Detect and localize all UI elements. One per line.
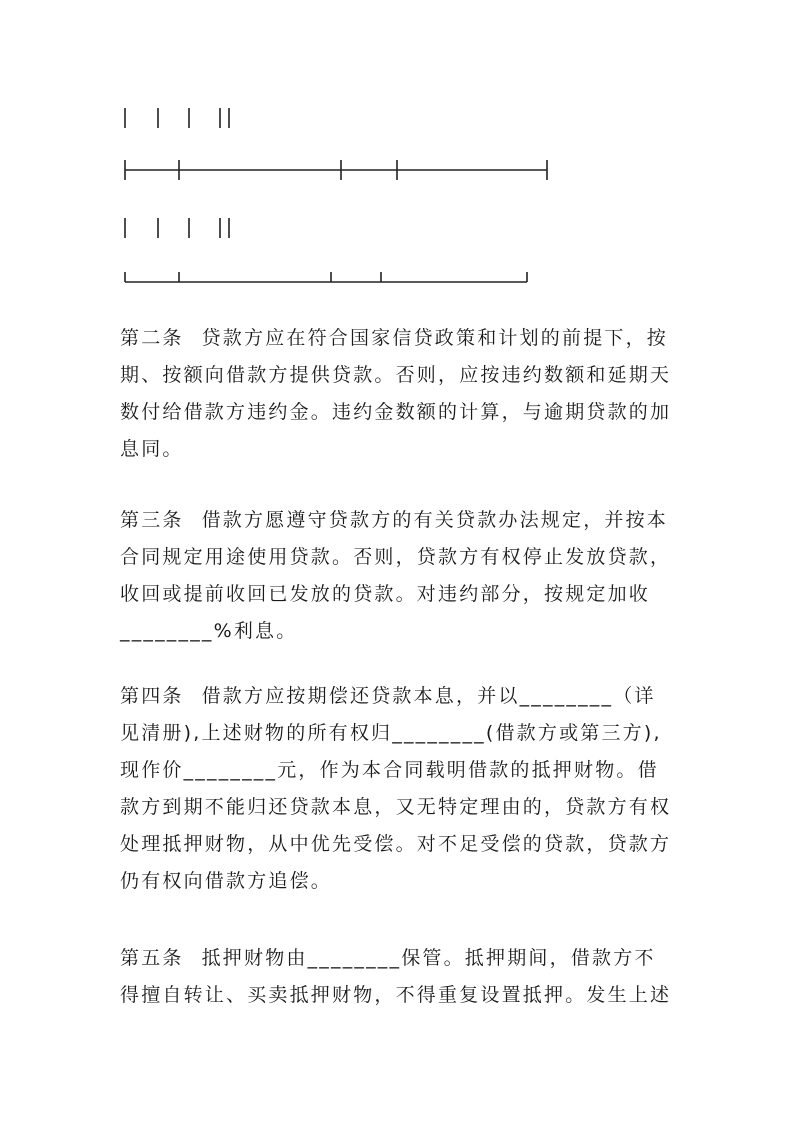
article-2-line-1 bbox=[120, 320, 680, 357]
article-5-line-2: 得擅自转让、买卖抵押财物，不得重复设置抵押。发生上述 bbox=[120, 984, 672, 1006]
article-4-line-6: 仍有权向借款方追偿。 bbox=[120, 870, 333, 892]
article-3 bbox=[120, 502, 680, 650]
article-2-line-2: 期、按额向借款方提供贷款。否则，应按违约数额和延期天 bbox=[120, 364, 672, 386]
article-2-line-3: 数付给借款方违约金。违约金数额的计算，与逾期贷款的加 bbox=[120, 401, 672, 423]
article-4-line-1 bbox=[120, 678, 680, 715]
article-2 bbox=[120, 320, 680, 468]
table-row-3 bbox=[119, 216, 239, 240]
article-4-text: 借款方应按期偿还贷款本息，并以________（详 bbox=[201, 685, 656, 707]
table-row-1 bbox=[119, 106, 239, 130]
article-4-line-5: 处理抵押财物，从中优先受偿。对不足受偿的贷款，贷款方 bbox=[120, 833, 672, 855]
article-3-line-3: 收回或提前收回已发放的贷款。对违约部分，按规定加收 bbox=[120, 583, 651, 605]
article-4 bbox=[120, 678, 680, 900]
table-row-4 bbox=[119, 266, 539, 290]
article-2-text: 贷款方应在符合国家信贷政策和计划的前提下，按 bbox=[201, 327, 669, 349]
article-3-line-4: ________%利息。 bbox=[120, 620, 298, 642]
article-5-heading: 第五条 bbox=[120, 947, 184, 969]
article-5-text: 抵押财物由________保管。抵押期间，借款方不 bbox=[201, 947, 656, 969]
table-row-2 bbox=[119, 158, 559, 182]
article-2-heading: 第二条 bbox=[120, 327, 184, 349]
article-4-line-2: 见清册),上述财物的所有权归________(借款方或第三方), bbox=[120, 722, 662, 744]
article-5-line-1 bbox=[120, 940, 680, 977]
article-2-line-4: 息同。 bbox=[120, 438, 184, 460]
article-4-line-3: 现作价________元，作为本合同载明借款的抵押财物。借 bbox=[120, 759, 659, 781]
article-5 bbox=[120, 940, 680, 1014]
article-3-line-2: 合同规定用途使用贷款。否则，贷款方有权停止发放贷款， bbox=[120, 546, 672, 568]
article-4-heading: 第四条 bbox=[120, 685, 184, 707]
article-4-line-4: 款方到期不能归还贷款本息，又无特定理由的，贷款方有权 bbox=[120, 796, 672, 818]
article-3-text: 借款方愿遵守贷款方的有关贷款办法规定，并按本 bbox=[201, 509, 669, 531]
article-3-heading: 第三条 bbox=[120, 509, 184, 531]
article-3-line-1 bbox=[120, 502, 680, 539]
